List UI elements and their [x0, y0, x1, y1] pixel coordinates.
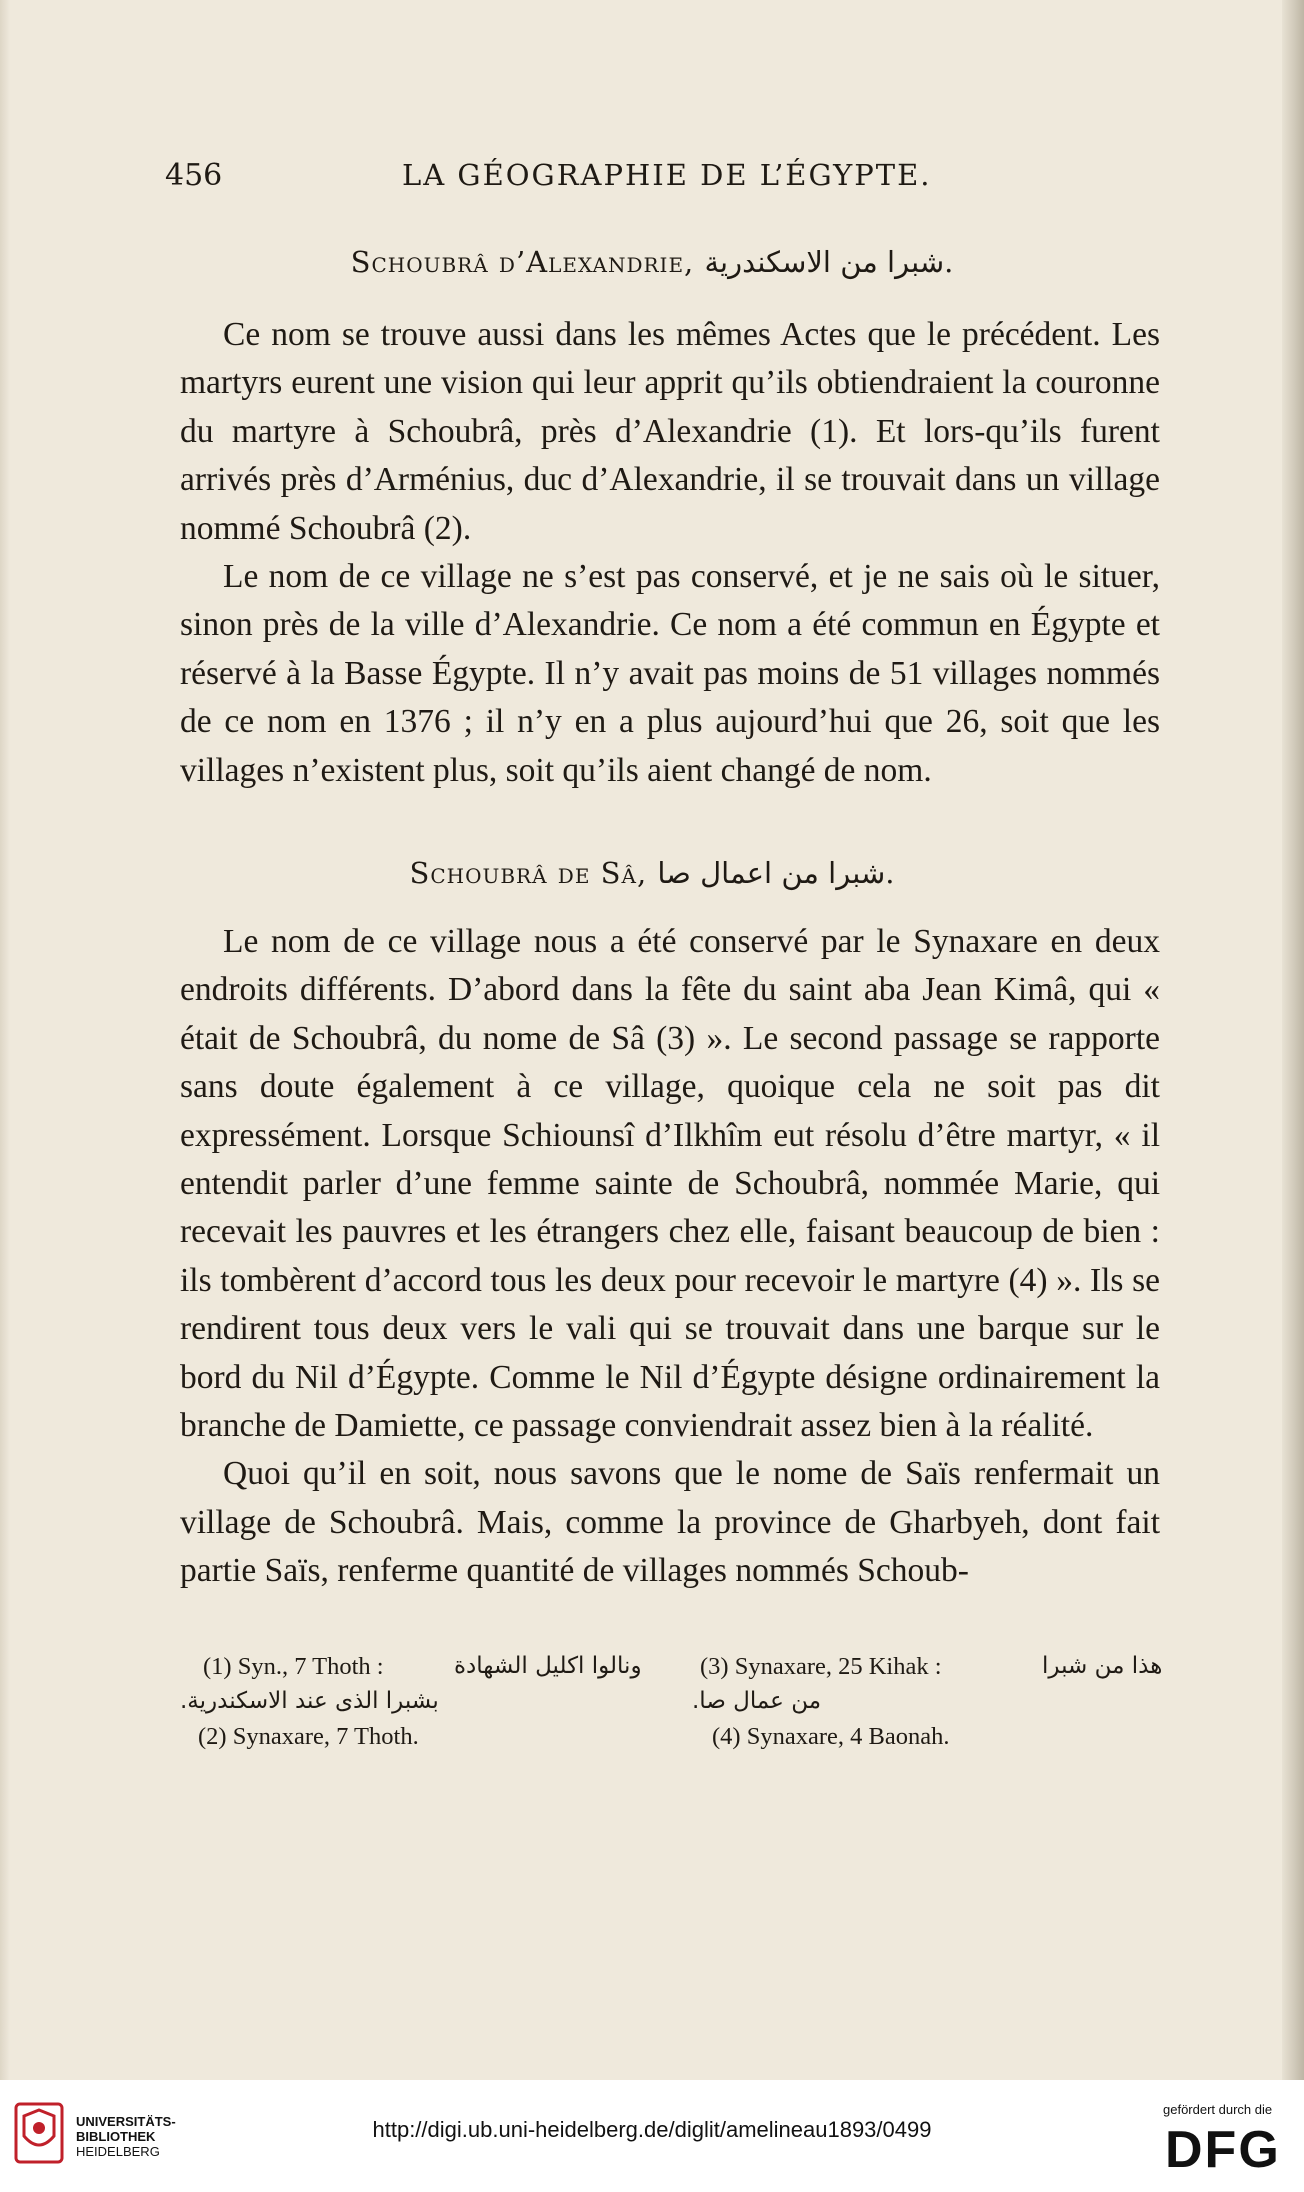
footnote-3-arabic: هذا من شبرا	[1042, 1653, 1163, 1679]
footnote-3-arabic-cont: من عمال صا.	[692, 1688, 822, 1714]
section-heading-sa: Schoubrâ de Sâ, شبرا من اعمال صا.	[409, 856, 895, 890]
section-heading-alexandrie: Schoubrâ d’Alexandrie, شبرا من الاسكندرية.	[350, 245, 954, 279]
footnote-text: Synaxare, 4 Baonah.	[746, 1723, 950, 1750]
footnote-text: Synaxare, 25 Kihak :	[734, 1653, 942, 1680]
footer-bar	[0, 2080, 1304, 2192]
footnote-mark: (1)	[203, 1653, 232, 1680]
paragraph: Ce nom se trouve aussi dans les mêmes Actes que le précédent. Les martyrs eurent une vision qui leur apprit qu’ils obtiendraient la couronne du martyre à Schoubrâ, près d’Alexandrie (1). Et lors-qu’ils furent arrivés près d’Arménius, duc d’Alexandrie, il se trouvait dans un village nommé Schoubrâ (2).	[180, 316, 1160, 547]
footnote-4	[712, 1720, 949, 1754]
running-head: LA GÉOGRAPHIE DE L’ÉGYPTE.	[402, 158, 932, 192]
section-heading-arabic: شبرا من الاسكندرية	[704, 245, 945, 279]
footnote-mark: (2)	[198, 1723, 227, 1750]
section-body-alexandrie	[180, 311, 1160, 795]
footnote-mark: (3)	[700, 1653, 729, 1680]
footnote-1	[203, 1650, 384, 1684]
section-body-sa	[180, 918, 1160, 1596]
paragraph: Quoi qu’il en soit, nous savons que le nome de Saïs renfermait un village de Schoubrâ. Mais, comme la province de Gharbyeh, dont fait partie Saïs, renferme quantité de villages nommés Schoub-	[180, 1455, 1160, 1590]
section-heading-latin: Schoubrâ de Sâ,	[409, 856, 648, 890]
footnote-1-arabic: ونالوا اكليل الشهادة	[454, 1653, 642, 1679]
paragraph: Le nom de ce village nous a été conservé par le Synaxare en deux endroits différents. D’abord dans la fête du saint aba Jean Kimâ, qui « était de Schoubrâ, du nome de Sâ (3) ». Le second passage se rapporte sans doute également à ce village, quoique cela ne soit pas dit expressément. Lorsque Schiounsî d’Ilkhîm eut résolu d’être martyr, « il entendit parler d’une femme sainte de Schoubrâ, nommée Marie, qui recevait les pauvres et les étrangers chez elle, faisant beaucoup de bien : ils tombèrent d’accord tous les deux pour recevoir le martyre (4) ». Ils se rendirent tous deux vers le vali qui se trouvait dans une barque sur le bord du Nil d’Égypte. Comme le Nil d’Égypte désigne ordinairement la branche de Damiette, ce passage conviendrait assez bien à la réalité.	[180, 923, 1160, 1445]
footnote-mark: (4)	[712, 1723, 741, 1750]
sponsor-caption: gefördert durch die	[1163, 2102, 1273, 2117]
footnote-text: Synaxare, 7 Thoth.	[232, 1723, 419, 1750]
institution-name: UNIVERSITÄTS- BIBLIOTHEK HEIDELBERG	[76, 2114, 176, 2159]
footnote-1-arabic-cont: بشبرا الذى عند الاسكندرية.	[180, 1688, 439, 1714]
source-url-link[interactable]: http://digi.ub.uni-heidelberg.de/diglit/amelineau1893/0499	[372, 2117, 932, 2142]
footnote-text: Syn., 7 Thoth :	[237, 1653, 384, 1680]
section-heading-arabic: شبرا من اعمال صا	[657, 856, 886, 890]
paragraph: Le nom de ce village ne s’est pas conservé, et je ne sais où le situer, sinon près de la ville d’Alexandrie. Ce nom a été commun en Égypte et réservé à la Basse Égypte. Il n’y avait pas moins de 51 villages nommés de ce nom en 1376 ; il n’y en a plus aujourd’hui que 26, soit que les villages n’existent plus, soit qu’ils aient changé de nom.	[180, 558, 1160, 789]
dfg-logo: DFG	[1165, 2121, 1281, 2179]
section-heading-latin: Schoubrâ d’Alexandrie,	[350, 245, 695, 279]
footnote-3	[700, 1650, 942, 1684]
footnote-2	[198, 1720, 419, 1754]
page-number: 456	[165, 158, 223, 193]
